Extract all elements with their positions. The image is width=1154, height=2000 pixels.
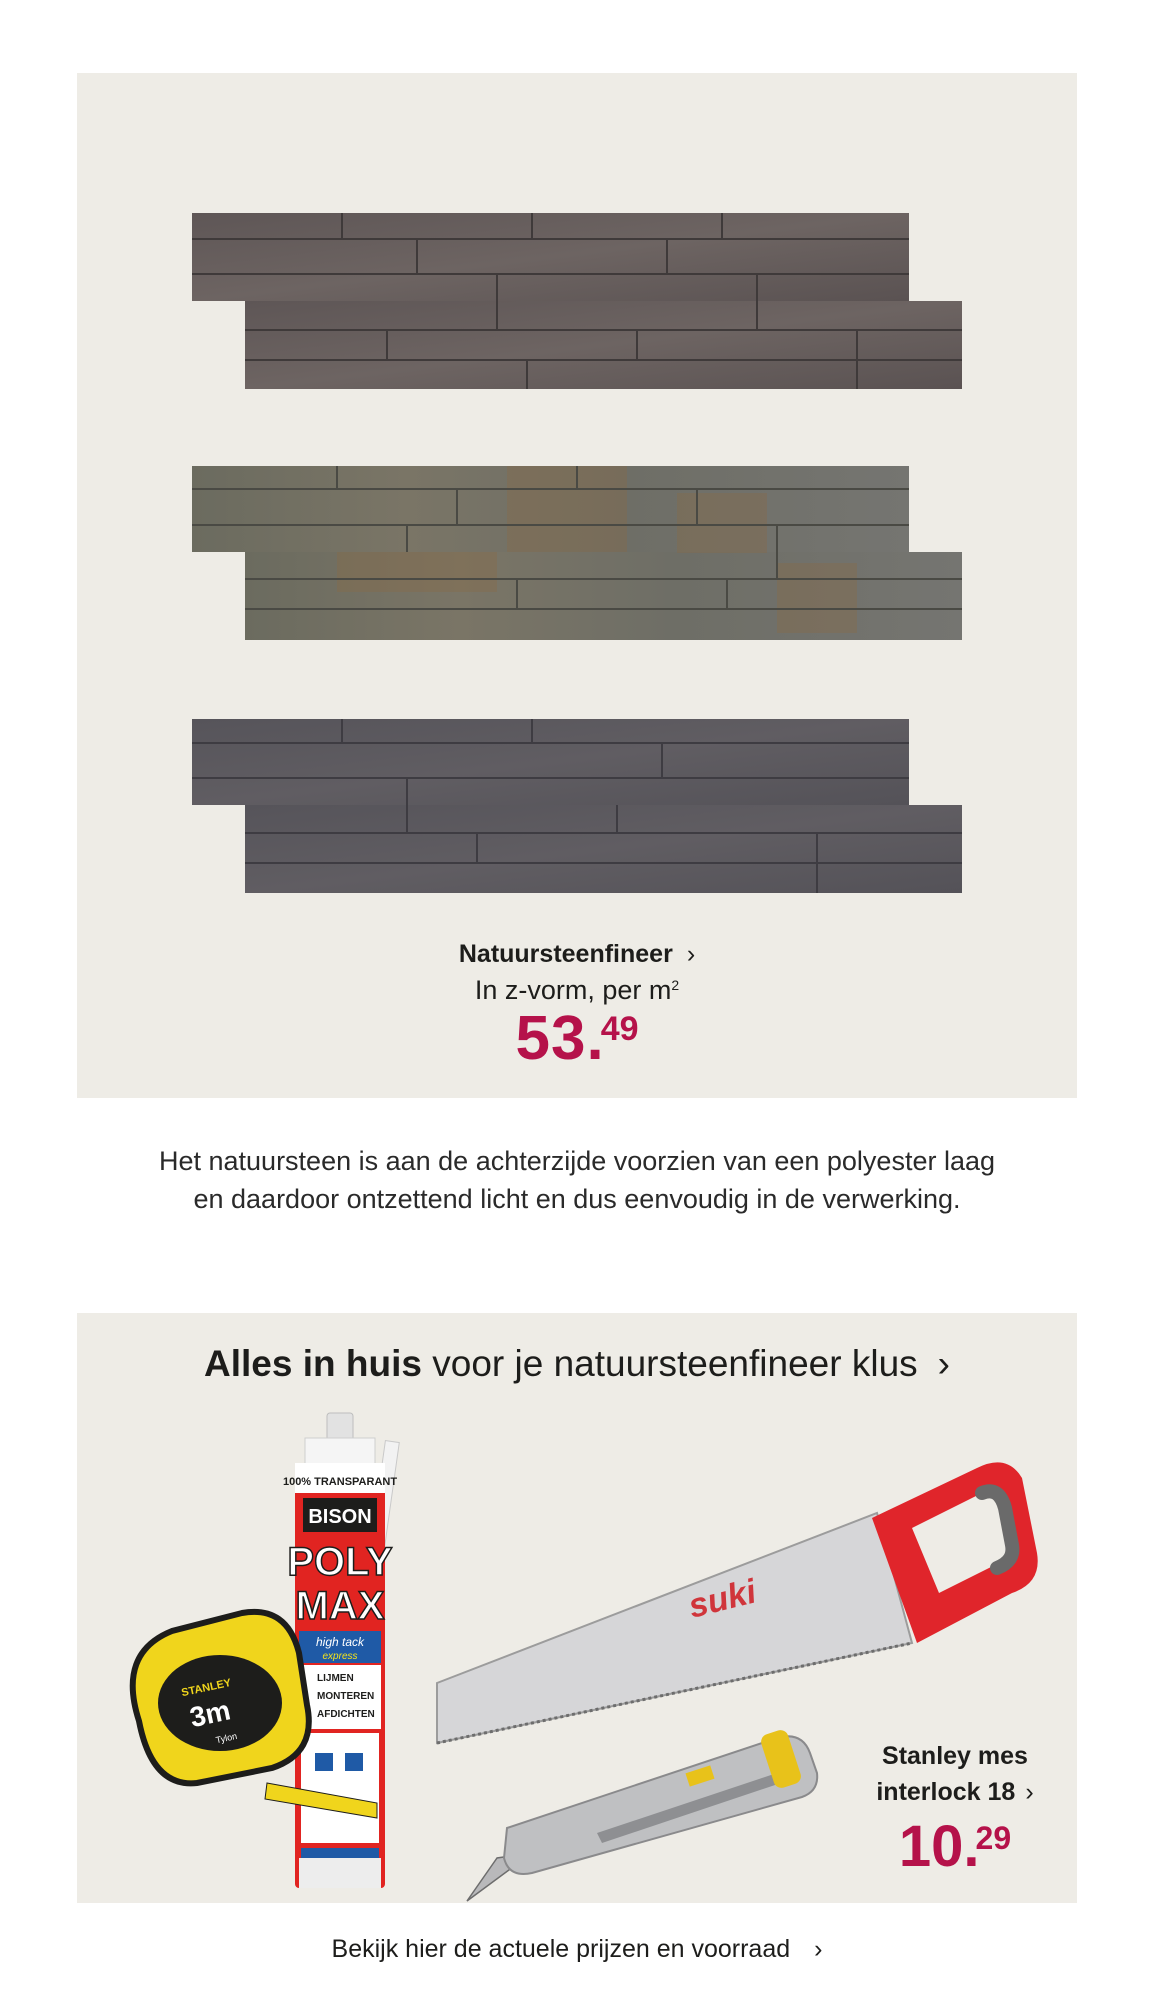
svg-text:100% TRANSPARANT: 100% TRANSPARANT [282, 1476, 398, 1488]
stone-panel-1 [192, 213, 962, 389]
svg-text:express: express [322, 1651, 358, 1662]
svg-text:Tylon: Tylon [214, 1730, 238, 1746]
chevron-right-icon: › [686, 940, 696, 968]
svg-text:BISON: BISON [308, 1506, 372, 1528]
prices-stock-link[interactable]: Bekijk hier de actuele prijzen en voorraad › [331, 1935, 823, 1963]
product-title-link[interactable] [77, 940, 1077, 969]
svg-text:STANLEY: STANLEY [180, 1676, 233, 1700]
svg-text:high tack: high tack [315, 1635, 365, 1649]
chevron-right-icon: › [814, 1935, 823, 1963]
chevron-right-icon: › [1025, 1778, 1034, 1806]
svg-text:3m: 3m [187, 1694, 234, 1734]
product-title: Natuursteenfineer [458, 940, 673, 968]
stanley-price: 10.29 [898, 1814, 1012, 1879]
svg-text:MONTEREN: MONTEREN [317, 1691, 375, 1702]
svg-text:POLY: POLY [287, 1540, 393, 1584]
product-description: Het natuursteen is aan de achterzijde voorzien van een polyester laag en daardoor ontzettend licht en dus eenvoudig in de verwerking. [158, 1146, 996, 1214]
svg-text:MAX: MAX [295, 1584, 385, 1628]
stone-panel-3 [192, 719, 962, 893]
svg-text:AFDICHTEN: AFDICHTEN [317, 1709, 375, 1720]
tools-card[interactable] [77, 1313, 1077, 1903]
utility-knife-image [467, 1728, 817, 1901]
stone-veneer-image [77, 73, 1077, 903]
svg-text:LIJMEN: LIJMEN [317, 1673, 354, 1684]
tools-heading-link[interactable]: Alles in huis voor je natuursteenfineer klus › [204, 1343, 950, 1384]
saw-image [437, 1462, 1038, 1743]
stanley-product-link[interactable]: Stanley mes interlock 18 › [876, 1742, 1034, 1806]
chevron-right-icon: › [937, 1343, 950, 1384]
product-price: 53.49 [515, 1004, 639, 1073]
saw-brand: suki [684, 1572, 760, 1626]
hero-product-card[interactable] [77, 73, 1077, 1098]
stone-panel-2 [192, 466, 962, 640]
product-subtitle: In z-vorm, per $m^2$ [474, 975, 680, 1005]
